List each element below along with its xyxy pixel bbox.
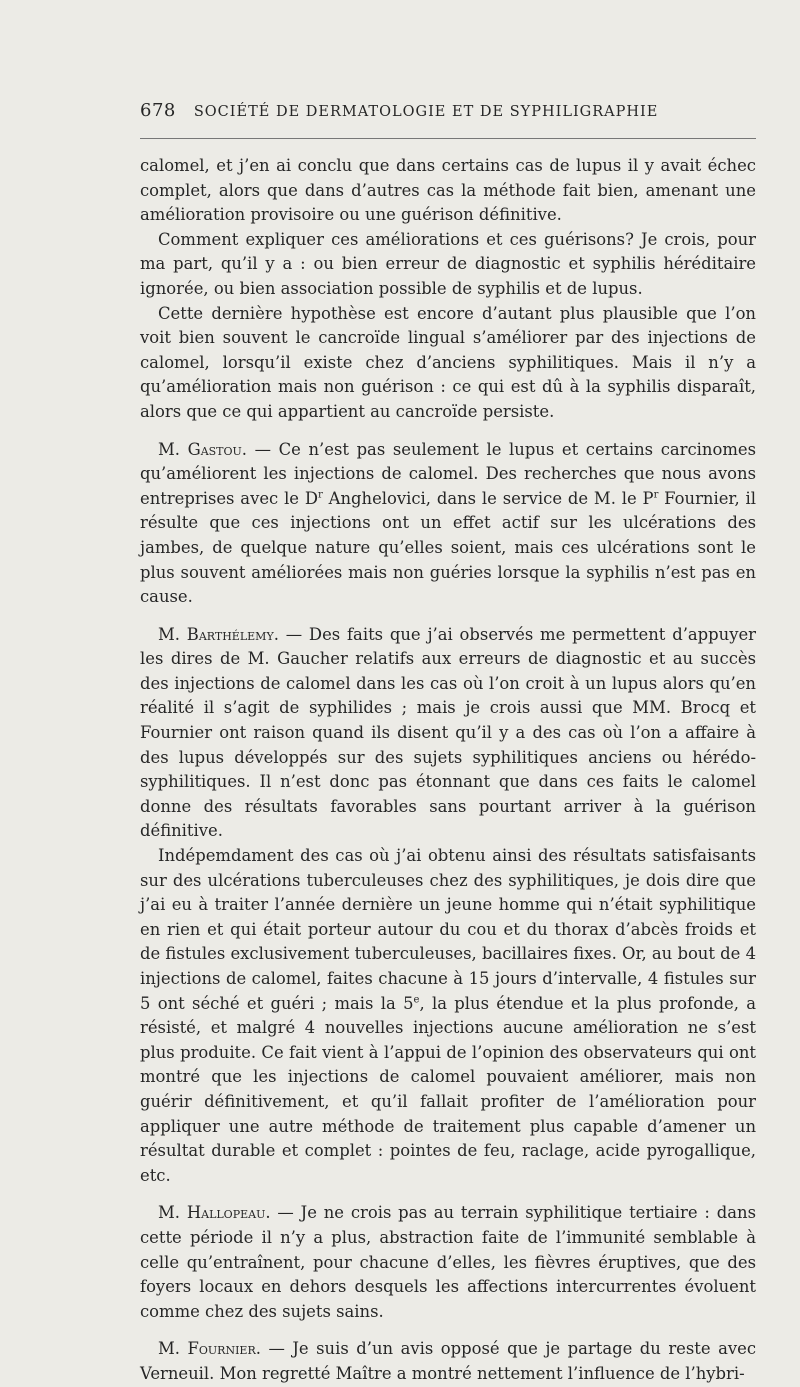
superscript: r <box>653 489 659 501</box>
speech-text: — Des faits que j’ai observés me permettent d’appuyer les dires de M. Gaucher relatifs aux erreurs de diagnostic et au succès des injections de calomel dans les cas où l’on croit à un lupus alors qu’en réalité il s’agit de syphilides ; mais je crois aussi que MM. Brocq et Fournier ont raison quand ils disent qu’il y a des cas où l’on a affaire à des lupus développés sur des sujets syphilitiques anciens ou hérédo-syphilitiques. Il n’est donc pas étonnant que dans ces faits le calomel donne des résultats favorables sans pourtant arriver à la guérison définitive. <box>140 624 757 841</box>
speech-text: — Ce n’est pas seulement le lupus et certains carcinomes qu’améliorent les injections de calomel. Des recherches que nous avons entreprises avec le D <box>140 439 756 508</box>
paragraph-hallopeau <box>140 1201 756 1324</box>
paragraph: Cette dernière hypothèse est encore d’autant plus plausible que l’on voit bien souvent le cancroïde lingual s’améliorer par des injections de calomel, lorsqu’il existe chez d’anciens syphilitiques. Mais il n’y a qu’amélioration mais non guérison : ce qui est dû à la syphilis disparaît, alors que ce qui appartient au cancroïde persiste. <box>140 303 756 421</box>
header-rule <box>140 138 756 139</box>
page-number: 678 <box>140 100 176 121</box>
speaker-name: M. Barthélemy. <box>158 624 279 644</box>
speech-text: Anghelovici, dans le service de M. le P <box>322 488 654 508</box>
running-title: SOCIÉTÉ DE DERMATOLOGIE ET DE SYPHILIGRAPHIE <box>193 104 659 120</box>
speech-text: , la plus étendue et la plus profonde, a résisté, et malgré 4 nouvelles injections aucune amélioration ne s’est plus produite. Ce fait vient à l’appui de l’opinion des observateurs qui ont montré que les injections de calomel pouvaient améliorer, mais non guérir définitivement, et qu’il fallait profiter de l’amélioration pour appliquer une autre méthode de traitement plus capable d’amener un résultat durable et complet : pointes de feu, raclage, acide pyrogallique, etc. <box>140 993 756 1185</box>
speaker-name: M. Gastou. <box>158 439 248 459</box>
page-header <box>140 100 760 128</box>
superscript: e <box>413 994 420 1006</box>
speech-text: — Je suis d’un avis opposé que je partage du reste avec Verneuil. Mon regretté Maître a montré nettement l’influence de l’hybri- <box>140 1339 756 1383</box>
paragraph-gastou <box>140 438 756 610</box>
speaker-name: M. Fournier. <box>158 1339 261 1359</box>
paragraph <box>140 844 756 1188</box>
paragraph: calomel, et j’en ai conclu que dans certains cas de lupus il y avait échec complet, alors que dans d’autres cas la méthode fait bien, amenant une amélioration provisoire ou une guérison définitive. <box>140 156 756 225</box>
speech-text: — Je ne crois pas au terrain syphilitique tertiaire : dans cette période il n’y a plus, abstraction faite de l’immunité semblable à celle qu’entraînent, pour chacune d’elles, les fièvres éruptives, que des foyers locaux en dehors desquels les affections intercurrentes évoluent comme chez des sujets sains. <box>140 1203 756 1321</box>
speaker-name: M. Hallopeau. <box>158 1203 271 1223</box>
body-text <box>140 154 756 1387</box>
paragraph: Comment expliquer ces améliorations et ces guérisons? Je crois, pour ma part, qu’il y a : ou bien erreur de diagnostic et syphilis héréditaire ignorée, ou bien association possible de syphilis et de lupus. <box>140 229 756 298</box>
speech-text: Fournier, il résulte que ces injections ont un effet actif sur les ulcérations des jambes, de quelque nature qu’elles soient, mais ces ulcérations sont le plus souvent améliorées mais non guéries lorsque la syphilis n’est pas en cause. <box>140 488 756 607</box>
paragraph-barthelemy <box>140 623 756 844</box>
speech-text: Indépemdament des cas où j’ai obtenu ainsi des résultats satisfaisants sur des ulcérations tuberculeuses chez des syphilitiques, je dois dire que j’ai eu à traiter l’année dernière un jeune homme qui n’était syphilitique en rien et qui était porteur autour du cou et du thorax d’abcès froids et de fistules exclusivement tuberculeuses, bacillaires fixes. Or, au bout de 4 injections de calomel, faites chacune à 15 jours d’intervalle, 4 fistules sur 5 ont séché et guéri ; mais la 5 <box>140 846 756 1013</box>
superscript: r <box>318 489 323 501</box>
paragraph-fournier <box>140 1337 756 1386</box>
